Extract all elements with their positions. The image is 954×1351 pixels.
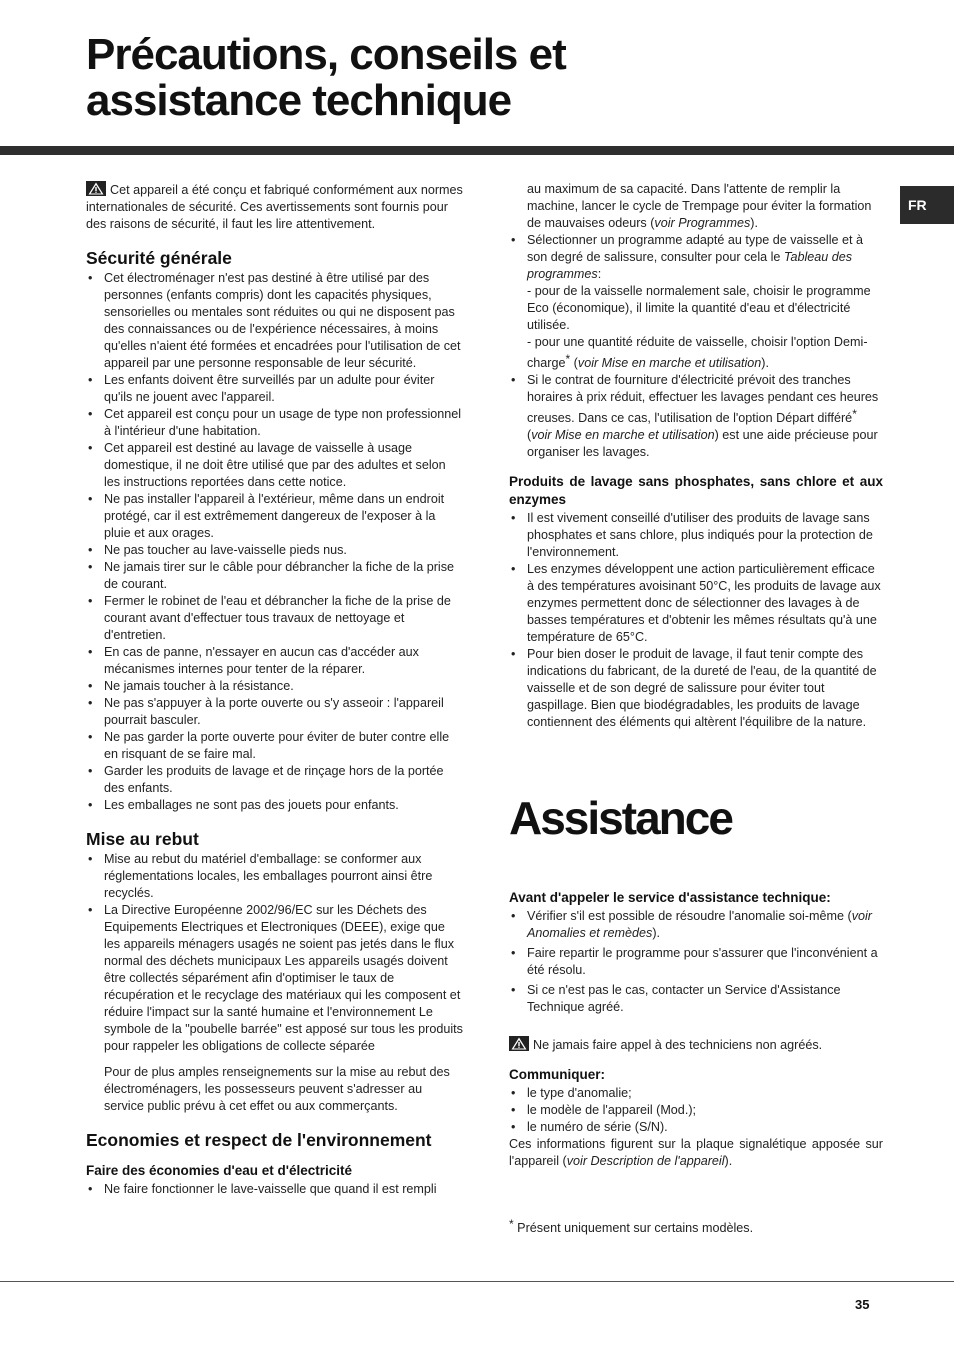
prog-reduite-ref: voir Mise en marche et utilisation — [577, 356, 762, 370]
right-column — [509, 181, 883, 1237]
prog-ref: Tableau des programmes — [527, 250, 853, 281]
footnote — [509, 1216, 883, 1237]
list-item: • Ne jamais tirer sur le câble pour débrancher la fiche de la prise de courant. — [86, 559, 464, 593]
intro-text: Cet appareil a été conçu et fabriqué conformément aux normes internationales de sécurité. Ces avertissements sont fournis pour des raisons de sécurité, il faut les lire attentivement. — [86, 183, 463, 231]
info-ref: voir Description de l'appareil — [566, 1154, 725, 1168]
info-text: Ces informations figurent sur la plaque signalétique apposée sur l'appareil ( — [509, 1137, 883, 1168]
header-rule — [0, 146, 954, 155]
page-number: 35 — [855, 1297, 870, 1312]
paren-open: ( — [570, 356, 578, 370]
prog-sale: - pour de la vaisselle normalement sale, choisir le programme Eco (économique), il limite la quantité d'eau et d'électricité utilisée. — [527, 284, 871, 332]
list-item: • Ne pas toucher au lave-vaisselle pieds nus. — [86, 542, 464, 559]
list-item: • Ne faire fonctionner le lave-vaisselle que quand il est rempli — [86, 1181, 464, 1198]
eco-cont-text: au maximum de sa capacité. Dans l'attente de remplir la machine, lancer le cycle de Trempage pour éviter la formation de mauvaises odeurs ( — [527, 182, 872, 230]
prog-colon: : — [597, 267, 602, 281]
eco-list-continued — [509, 232, 883, 461]
list-item: • le modèle de l'appareil (Mod.); — [509, 1102, 883, 1119]
language-tab: FR — [900, 186, 954, 224]
communiquer-heading: Communiquer: — [509, 1067, 605, 1082]
tarif-ref: voir Mise en marche et utilisation — [531, 428, 715, 442]
asterisk: * — [852, 407, 857, 421]
list-item: • Fermer le robinet de l'eau et débrancher la fiche de la prise de courant avant d'effectuer tous travaux de nettoyage et d'entretien. — [86, 593, 464, 644]
list-item: • Ne pas s'appuyer à la porte ouverte ou s'y asseoir : l'appareil pourrait basculer. — [86, 695, 464, 729]
tarif-end: ) est une aide précieuse pour organiser les lavages. — [527, 428, 878, 459]
rebut-note: Pour de plus amples renseignements sur la mise au rebut des électroménagers, les possesseurs peuvent s'adresser au service public prévu à cet effet ou aux commerçants. — [104, 1065, 450, 1113]
eco-cont-end: ). — [750, 216, 758, 230]
warning-triangle-icon — [509, 1036, 529, 1051]
info-paragraph — [509, 1136, 883, 1170]
paren-open: ( — [527, 428, 532, 442]
asterisk: * — [565, 352, 571, 366]
asterisk: * — [509, 1217, 514, 1231]
eco-list — [86, 1181, 464, 1198]
prog-reduite: - pour une quantité réduite de vaisselle, choisir l'option Demi-charge — [527, 335, 868, 370]
produits-list — [509, 510, 883, 731]
list-item: • Cet électroménager n'est pas destiné à être utilisé par des personnes (enfants compris) dont les capacités physiques, sensorielles ou mentales sont réduites ou qui ne disposent pas des connaissances ou de l'expérience nécessaires, à moins qu'elles n'aient été formées et encadrées pour l'utilisation de cet appareil par une personne responsable de leur sécurité. — [86, 270, 464, 372]
list-item: • Cet appareil est conçu pour un usage de type non professionnel à l'intérieur d'une habitation. — [86, 406, 464, 440]
securite-list — [86, 270, 464, 814]
list-item: • La Directive Européenne 2002/96/EC sur les Déchets des Equipements Electriques et Electroniques (DEEE), exige que les appareils ménagers usagés ne soient pas jetés dans le flux normal des déchets municipaux Les appareils usagés doivent être collectés séparément afin d'optimiser le taux de récupération et le recyclage des matériaux qui les composent et réduire l'impact sur la santé humaine et l'environnement Le symbole de la "poubelle barrée" est apposé sur tous les produits pour rappeler les obligations de collecte séparée — [86, 902, 464, 1055]
produits-heading: Produits de lavage sans phosphates, sans chlore et aux enzymes — [509, 474, 883, 507]
rebut-list — [86, 851, 464, 1055]
avant-1-ref: voir Anomalies et remèdes — [527, 909, 872, 940]
securite-heading: Sécurité générale — [86, 248, 232, 268]
paren-close: ). — [761, 356, 769, 370]
list-item — [509, 908, 883, 942]
warning-triangle-icon — [86, 181, 106, 196]
list-item: • Il est vivement conseillé d'utiliser des produits de lavage sans phosphates et sans chlore, plus indiqués pour la protection de l'environnement. — [509, 510, 883, 561]
list-item — [509, 372, 883, 461]
footer-rule — [0, 1281, 954, 1282]
eco-cont-ref: voir Programmes — [654, 216, 751, 230]
list-item: • En cas de panne, n'essayer en aucun cas d'accéder aux mécanismes internes pour tenter de la réparer. — [86, 644, 464, 678]
info-end: ). — [724, 1154, 733, 1168]
list-item: • le numéro de série (S/N). — [509, 1119, 883, 1136]
title-line-2: assistance technique — [86, 76, 512, 125]
prog-text: Sélectionner un programme adapté au type de vaisselle et à son degré de salissure, consulter pour cela le — [527, 233, 864, 264]
left-column — [86, 181, 464, 1198]
tarif-text: Si le contrat de fourniture d'électricité prévoit des tranches horaires à prix réduit, effectuer les lavages pendant ces heures creuses. Dans ce cas, l'utilisation de l'option Départ différé — [527, 373, 879, 425]
list-item: • Ne pas garder la porte ouverte pour éviter de buter contre elle en risquant de se faire mal. — [86, 729, 464, 763]
list-item: • le type d'anomalie; — [509, 1085, 883, 1102]
rebut-heading: Mise au rebut — [86, 829, 199, 849]
list-item: • Ne pas installer l'appareil à l'extérieur, même dans un endroit protégé, car il est extrêmement dangereux de l'exposer à la pluie et aux orages. — [86, 491, 464, 542]
warning-technicians-text: Ne jamais faire appel à des techniciens non agréés. — [533, 1038, 823, 1052]
list-item: • Pour bien doser le produit de lavage, il faut tenir compte des indications du fabricant, de la dureté de l'eau, de la quantité de vaisselle et de son degré de salissure pour éviter tout gaspillage. Bien que biodégradables, les produits de lavage contiennent des éléments qui altèrent l'équilibre de la nature. — [509, 646, 883, 731]
title-line-1: Précautions, conseils et — [86, 30, 566, 79]
intro-paragraph — [86, 181, 464, 233]
list-item — [509, 232, 883, 372]
avant-list — [509, 908, 883, 1016]
list-item: • Faire repartir le programme pour s'assurer que l'inconvénient a été résolu. — [509, 945, 883, 979]
list-item: • Si ce n'est pas le cas, contacter un Service d'Assistance Technique agréé. — [509, 982, 883, 1016]
list-item: • Ne jamais toucher à la résistance. — [86, 678, 464, 695]
assistance-title: Assistance — [509, 792, 732, 844]
avant-1-end: ). — [652, 926, 661, 940]
list-item: • Les enfants doivent être surveillés par un adulte pour éviter qu'ils ne jouent avec l'appareil. — [86, 372, 464, 406]
list-item: • Garder les produits de lavage et de rinçage hors de la portée des enfants. — [86, 763, 464, 797]
eco-heading: Economies et respect de l'environnement — [86, 1130, 432, 1150]
eco-continuation — [509, 181, 883, 232]
avant-heading: Avant d'appeler le service d'assistance technique: — [509, 890, 831, 905]
warning-technicians — [509, 1036, 883, 1054]
list-item: • Les emballages ne sont pas des jouets pour enfants. — [86, 797, 464, 814]
eco-subheading: Faire des économies d'eau et d'électricité — [86, 1163, 353, 1178]
list-item: • Cet appareil est destiné au lavage de vaisselle à usage domestique, il ne doit être utilisé que par des adultes et selon les instructions reportées dans cette notice. — [86, 440, 464, 491]
avant-1-text: Vérifier s'il est possible de résoudre l'anomalie soi-même ( — [527, 909, 852, 923]
footnote-text: Présent uniquement sur certains modèles. — [517, 1221, 754, 1235]
page-title — [86, 32, 566, 124]
list-item: • Mise au rebut du matériel d'emballage: se conformer aux réglementations locales, les emballages pourront ainsi être recyclés. — [86, 851, 464, 902]
list-item: • Les enzymes développent une action particulièrement efficace à des températures avoisinant 50°C, les produits de lavage aux enzymes permettent donc de sélectionner des lavages à de basses températures et d'obtenir les mêmes résultats qu'à une température de 65°C. — [509, 561, 883, 646]
communiquer-list — [509, 1085, 883, 1136]
